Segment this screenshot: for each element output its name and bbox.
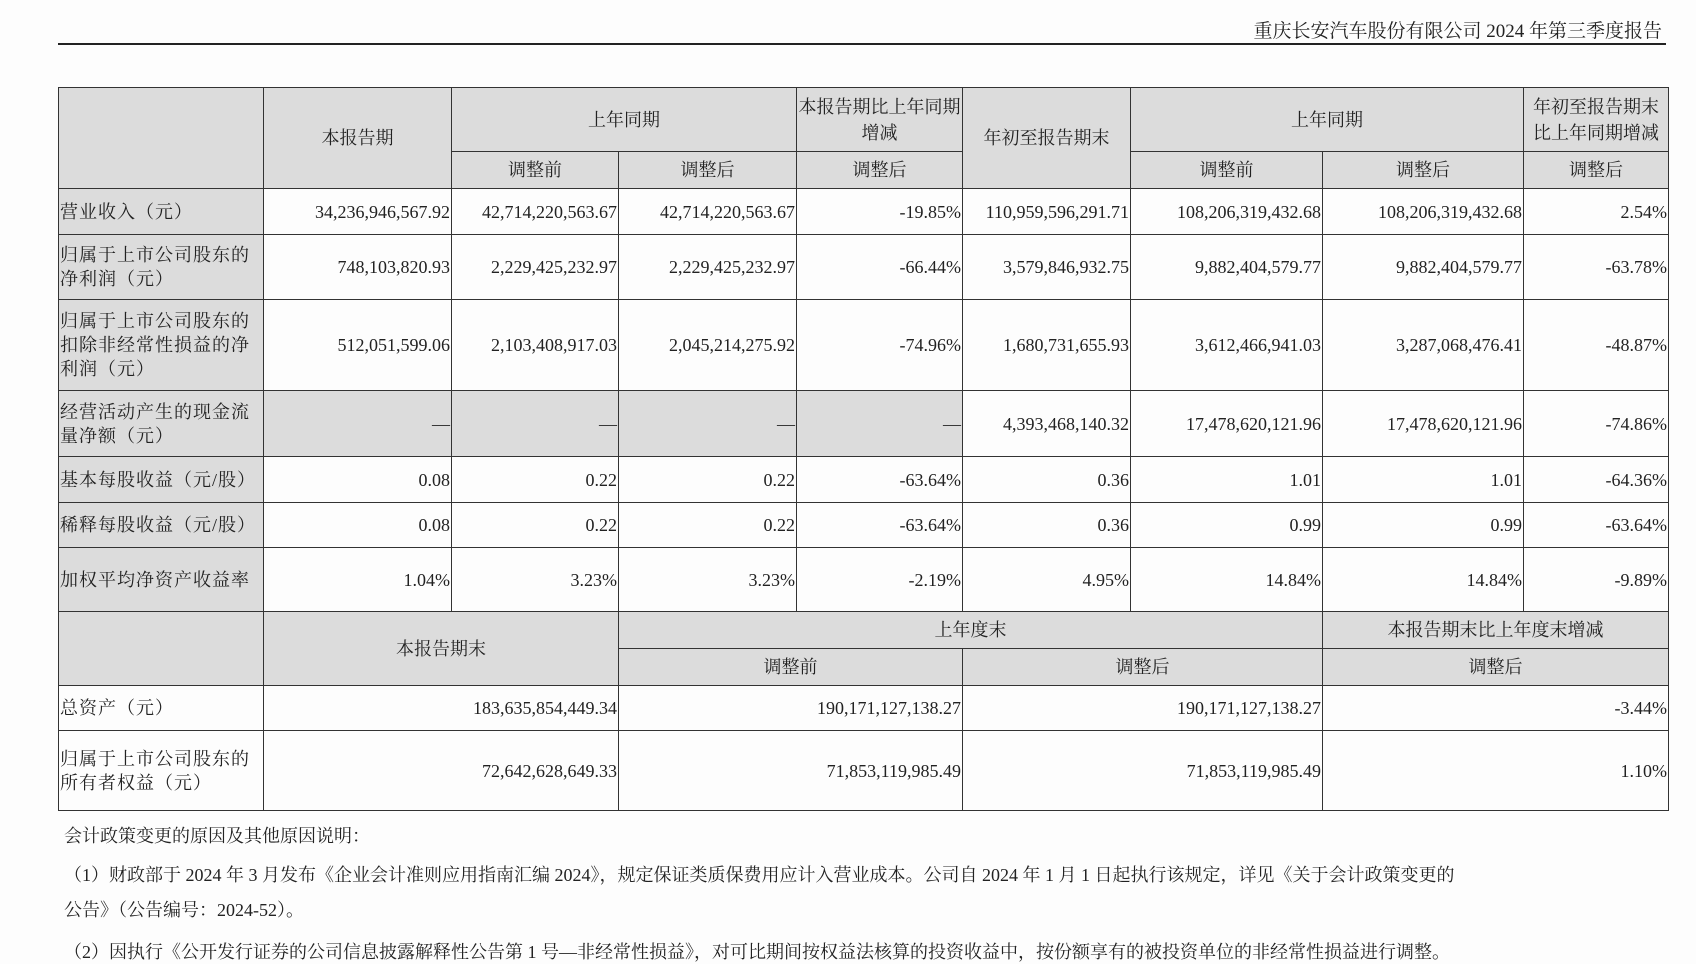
table-cell: 0.08 [264, 503, 452, 548]
table-cell: 2,229,425,232.97 [452, 235, 619, 300]
balance-sheet-table [58, 611, 1669, 811]
table-cell: -74.96% [797, 300, 963, 391]
notes-title: 会计政策变更的原因及其他原因说明： [64, 826, 370, 846]
header-change-after-adj: 调整后 [1323, 649, 1669, 686]
note-2: （2）因执行《公开发行证券的公司信息披露解释性公告第 1 号—非经常性损益》，对可比期间按权益法核算的投资收益中，按份额享有的被投资单位的非经常性损益进行调整。 [64, 942, 1450, 962]
table-cell: -2.19% [797, 548, 963, 613]
table-cell: -64.36% [1524, 457, 1669, 503]
table-cell: 190,171,127,138.27 [619, 686, 963, 731]
header-prior-same-period-ytd: 上年同期 [1131, 88, 1524, 152]
table-cell: -63.64% [1524, 503, 1669, 548]
table-cell: 0.22 [619, 503, 797, 548]
table-cell: 183,635,854,449.34 [264, 686, 619, 731]
table-cell: 1.01 [1131, 457, 1323, 503]
page-header: 重庆长安汽车股份有限公司 2024 年第三季度报告 [1253, 21, 1662, 42]
table-cell: 4,393,468,140.32 [963, 391, 1131, 457]
table-row [59, 503, 1669, 548]
table-cell: 1.04% [264, 548, 452, 613]
row-label: 基本每股收益（元/股） [59, 457, 264, 503]
header-after-adj: 调整后 [963, 649, 1323, 686]
table-cell: -74.86% [1524, 391, 1669, 457]
table-cell: -48.87% [1524, 300, 1669, 391]
row-label: 归属于上市公司股东的扣除非经常性损益的净利润（元） [59, 300, 264, 391]
table-cell: 108,206,319,432.68 [1131, 189, 1323, 235]
table-cell: 42,714,220,563.67 [452, 189, 619, 235]
table-cell: 3,579,846,932.75 [963, 235, 1131, 300]
table-cell: 190,171,127,138.27 [963, 686, 1323, 731]
table-cell: 3.23% [452, 548, 619, 613]
header-after-adj: 调整后 [619, 152, 797, 189]
table-cell: 0.99 [1323, 503, 1524, 548]
table-cell: 72,642,628,649.33 [264, 731, 619, 811]
header-corner [59, 612, 264, 686]
table-cell: 1.01 [1323, 457, 1524, 503]
table-cell: 0.22 [452, 457, 619, 503]
table-row [59, 731, 1669, 811]
header-period-end: 本报告期末 [264, 612, 619, 686]
table-cell: 71,853,119,985.49 [619, 731, 963, 811]
table-cell: 0.22 [619, 457, 797, 503]
row-label: 营业收入（元） [59, 189, 264, 235]
table-cell: 110,959,596,291.71 [963, 189, 1131, 235]
table-cell: 42,714,220,563.67 [619, 189, 797, 235]
header-change-current: 本报告期比上年同期增减 [797, 88, 963, 152]
table-cell: -19.85% [797, 189, 963, 235]
table-cell: -63.64% [797, 457, 963, 503]
table-cell: 108,206,319,432.68 [1323, 189, 1524, 235]
table-cell: 1.10% [1323, 731, 1669, 811]
table-cell: — [619, 391, 797, 457]
header-current-period: 本报告期 [264, 88, 452, 189]
table-cell: 0.36 [963, 457, 1131, 503]
header-before-adj: 调整前 [452, 152, 619, 189]
table-cell: -9.89% [1524, 548, 1669, 613]
table-cell: 3.23% [619, 548, 797, 613]
table-cell: 2.54% [1524, 189, 1669, 235]
header-ytd: 年初至报告期末 [963, 88, 1131, 189]
note-1-line-2: 公告》（公告编号：2024-52）。 [64, 900, 304, 920]
header-before-adj-ytd: 调整前 [1131, 152, 1323, 189]
header-change-ytd: 年初至报告期末比上年同期增减 [1524, 88, 1669, 152]
header-change-ytd-after-adj: 调整后 [1524, 152, 1669, 189]
table-cell: 2,045,214,275.92 [619, 300, 797, 391]
key-financials-table [58, 87, 1669, 613]
header-after-adj-ytd: 调整后 [1323, 152, 1524, 189]
table-cell: -3.44% [1323, 686, 1669, 731]
table-row [59, 235, 1669, 300]
header-prior-year-end: 上年度末 [619, 612, 1323, 649]
table-cell: 0.99 [1131, 503, 1323, 548]
table-row [59, 548, 1669, 613]
header-divider [58, 43, 1666, 45]
table-cell: 3,287,068,476.41 [1323, 300, 1524, 391]
header-corner [59, 88, 264, 189]
table-cell: 9,882,404,579.77 [1323, 235, 1524, 300]
header-prior-same-period: 上年同期 [452, 88, 797, 152]
table-row [59, 300, 1669, 391]
table-cell: — [452, 391, 619, 457]
table-cell: 34,236,946,567.92 [264, 189, 452, 235]
table-row [59, 391, 1669, 457]
header-before-adj: 调整前 [619, 649, 963, 686]
row-label: 归属于上市公司股东的净利润（元） [59, 235, 264, 300]
header-change: 本报告期末比上年度末增减 [1323, 612, 1669, 649]
table-cell: — [797, 391, 963, 457]
table-cell: 0.22 [452, 503, 619, 548]
table-cell: 9,882,404,579.77 [1131, 235, 1323, 300]
table-row [59, 686, 1669, 731]
table-cell: 17,478,620,121.96 [1323, 391, 1524, 457]
header-change-after-adj: 调整后 [797, 152, 963, 189]
table-cell: 3,612,466,941.03 [1131, 300, 1323, 391]
table-cell: 14.84% [1131, 548, 1323, 613]
note-1-line-1: （1）财政部于 2024 年 3 月发布《企业会计准则应用指南汇编 2024》，规定保证类质保费用应计入营业成本。公司自 2024 年 1 月 1 日起执行该规定，详见《关于会计政策变更的 [64, 865, 1455, 885]
table-cell: -63.78% [1524, 235, 1669, 300]
table-cell: 2,229,425,232.97 [619, 235, 797, 300]
row-label: 稀释每股收益（元/股） [59, 503, 264, 548]
row-label: 归属于上市公司股东的所有者权益（元） [59, 731, 264, 811]
table-cell: -66.44% [797, 235, 963, 300]
row-label: 总资产（元） [59, 686, 264, 731]
table-row [59, 457, 1669, 503]
table-cell: — [264, 391, 452, 457]
table-cell: 0.36 [963, 503, 1131, 548]
table-cell: 748,103,820.93 [264, 235, 452, 300]
table-cell: 17,478,620,121.96 [1131, 391, 1323, 457]
table-cell: 512,051,599.06 [264, 300, 452, 391]
table-cell: 1,680,731,655.93 [963, 300, 1131, 391]
table-row [59, 189, 1669, 235]
row-label: 加权平均净资产收益率 [59, 548, 264, 613]
row-label: 经营活动产生的现金流量净额（元） [59, 391, 264, 457]
table-cell: -63.64% [797, 503, 963, 548]
table-cell: 0.08 [264, 457, 452, 503]
table-cell: 4.95% [963, 548, 1131, 613]
table-cell: 2,103,408,917.03 [452, 300, 619, 391]
table-cell: 71,853,119,985.49 [963, 731, 1323, 811]
table-cell: 14.84% [1323, 548, 1524, 613]
